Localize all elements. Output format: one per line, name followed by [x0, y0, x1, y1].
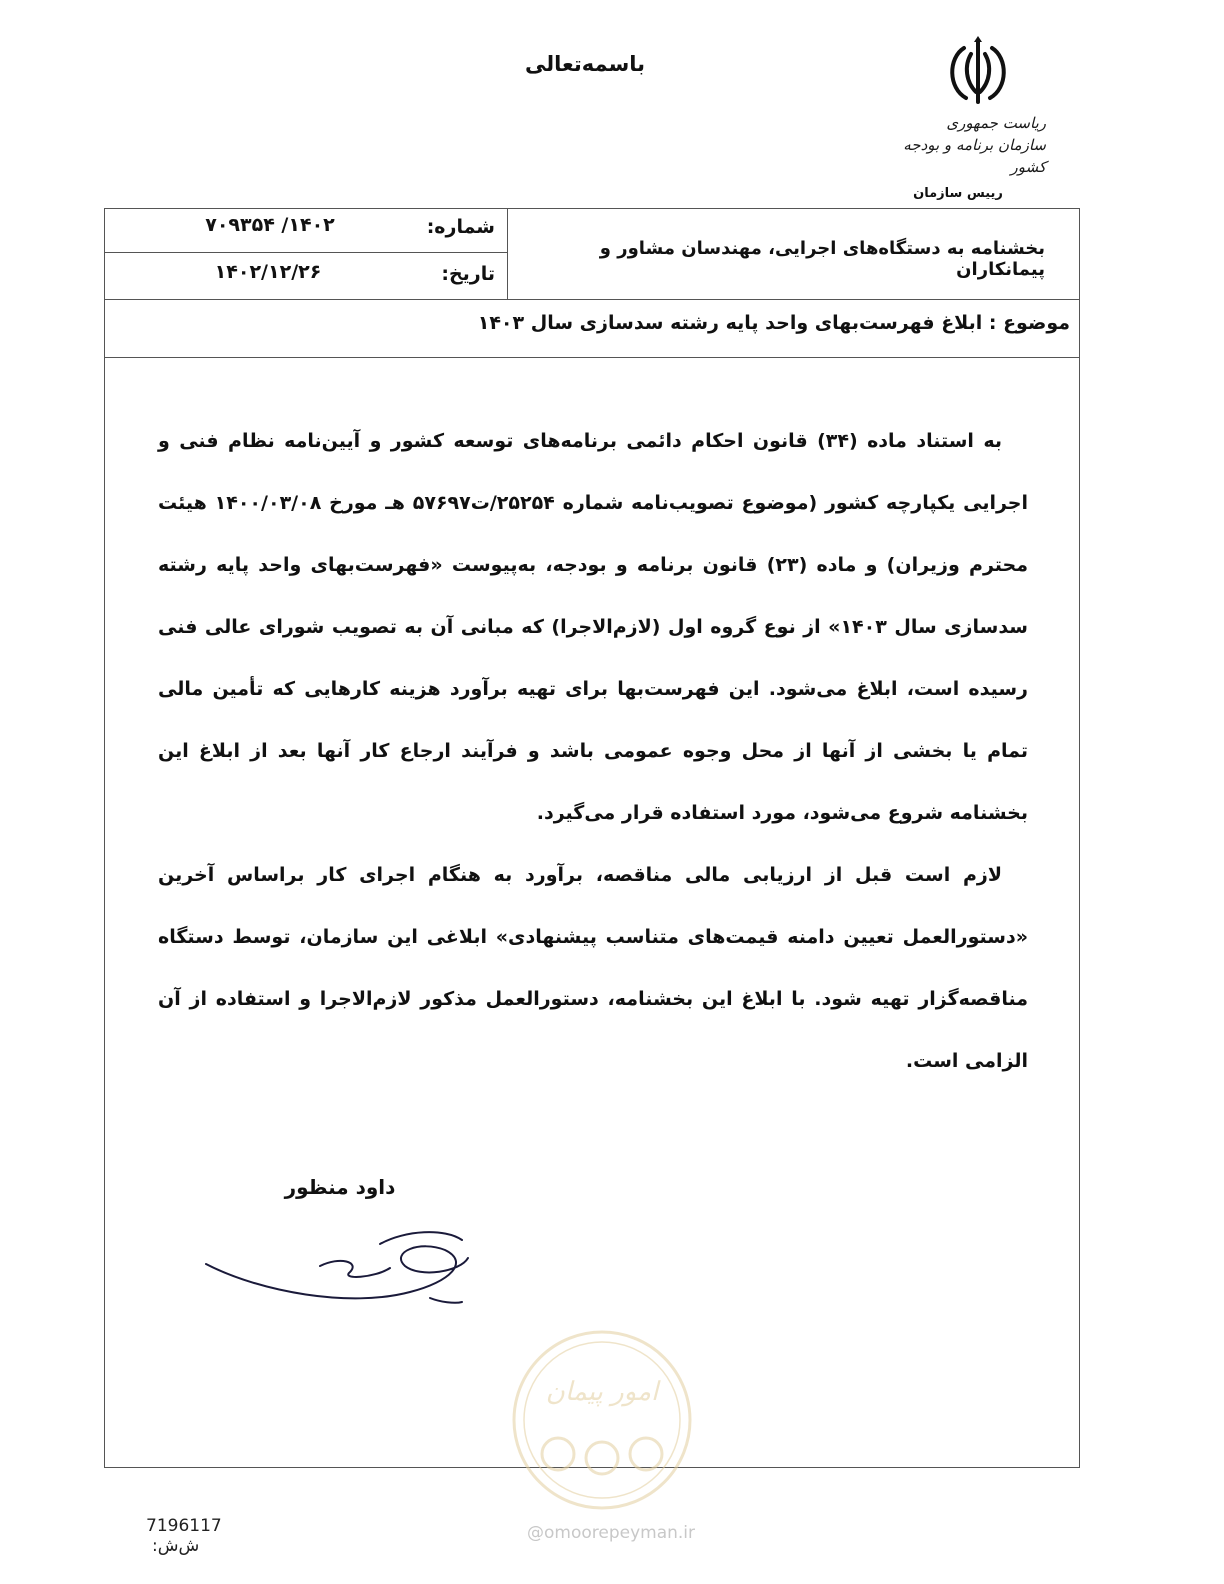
- date-value: ۱۴۰۲/۱۲/۲۶: [214, 261, 322, 283]
- date-label: تاریخ:: [441, 263, 495, 285]
- body-paragraph-2: لازم است قبل از ارزیابی مالی مناقصه، برآورد به هنگام اجرای کار براساس آخرین «دستورالعمل تعیین دامنه قیمت‌های متناسب پیشنهادی» ابلاغی این سازمان، توسط دستگاه مناقصه‌گزار تهیه شود. با ابلاغ این بخشنامه، دستورالعمل مذکور لازم‌الاجرا و استفاده از آن الزامی است.: [158, 864, 1028, 1072]
- body-paragraph-1: به استناد ماده (۳۴) قانون احکام دائمی برنامه‌های توسعه کشور و آیین‌نامه نظام فنی و اجرایی یکپارچه کشور (موضوع تصویب‌نامه شماره ۲۵۲۵۴/ت۵۷۶۹۷ هـ مورخ ۱۴۰۰/۰۳/۰۸ هیئت محترم وزیران) و ماده (۲۳) قانون برنامه و بودجه، به‌پیوست «فهرست‌بهای واحد پایه رشته سدسازی سال ۱۴۰۳» از نوع گروه اول (لازم‌الاجرا) که مبانی آن به تصویب شورای عالی فنی رسیده است، ابلاغ می‌شود. این فهرست‌بها برای تهیه برآورد هزینه کارهایی که تأمین مالی تمام یا بخشی از آنها از محل وجوه عمومی باشد و فرآیند ارجاع کار آنها بعد از ابلاغ این بخشنامه شروع می‌شود، مورد استفاده قرار می‌گیرد.: [158, 430, 1029, 824]
- org-head-title: رییس سازمان: [913, 186, 1003, 201]
- serial-number: [146, 1516, 276, 1556]
- omoor-peyman-watermark-seal: [508, 1326, 696, 1514]
- recipients-line: بخشنامه به دستگاه‌های اجرایی، مهندسان مشاور و پیمانکاران: [599, 238, 1045, 280]
- meta-column-divider: [507, 208, 508, 300]
- serial-value: 7196117: [146, 1516, 222, 1536]
- org-line-organization: سازمان برنامه و بودجه کشور: [903, 136, 1046, 176]
- letter-body: [158, 410, 1028, 1092]
- seal-lettering: امور پیمان: [545, 1377, 659, 1407]
- bismillah-heading: باسمه‌تعالی: [525, 52, 645, 76]
- website-watermark: @omoorepeyman.ir: [526, 1523, 696, 1543]
- iran-emblem-logo: [938, 36, 1018, 108]
- number-value: ۱۴۰۲/ ۷۰۹۳۵۴: [205, 214, 335, 236]
- subject-divider: [104, 357, 1080, 358]
- header-divider: [104, 299, 1080, 300]
- number-label: شماره:: [426, 216, 495, 238]
- org-line-presidency: ریاست جمهوری: [946, 114, 1046, 132]
- serial-label: ش‌ش:: [152, 1536, 200, 1556]
- handwritten-signature: [200, 1222, 490, 1322]
- meta-divider: [104, 252, 507, 253]
- signer-name: داود منظور: [284, 1175, 396, 1199]
- subject-line: موضوع : ابلاغ فهرست‌بهای واحد پایه رشته سدسازی سال ۱۴۰۳: [477, 312, 1070, 334]
- organization-name-calligraphy: [876, 112, 1046, 178]
